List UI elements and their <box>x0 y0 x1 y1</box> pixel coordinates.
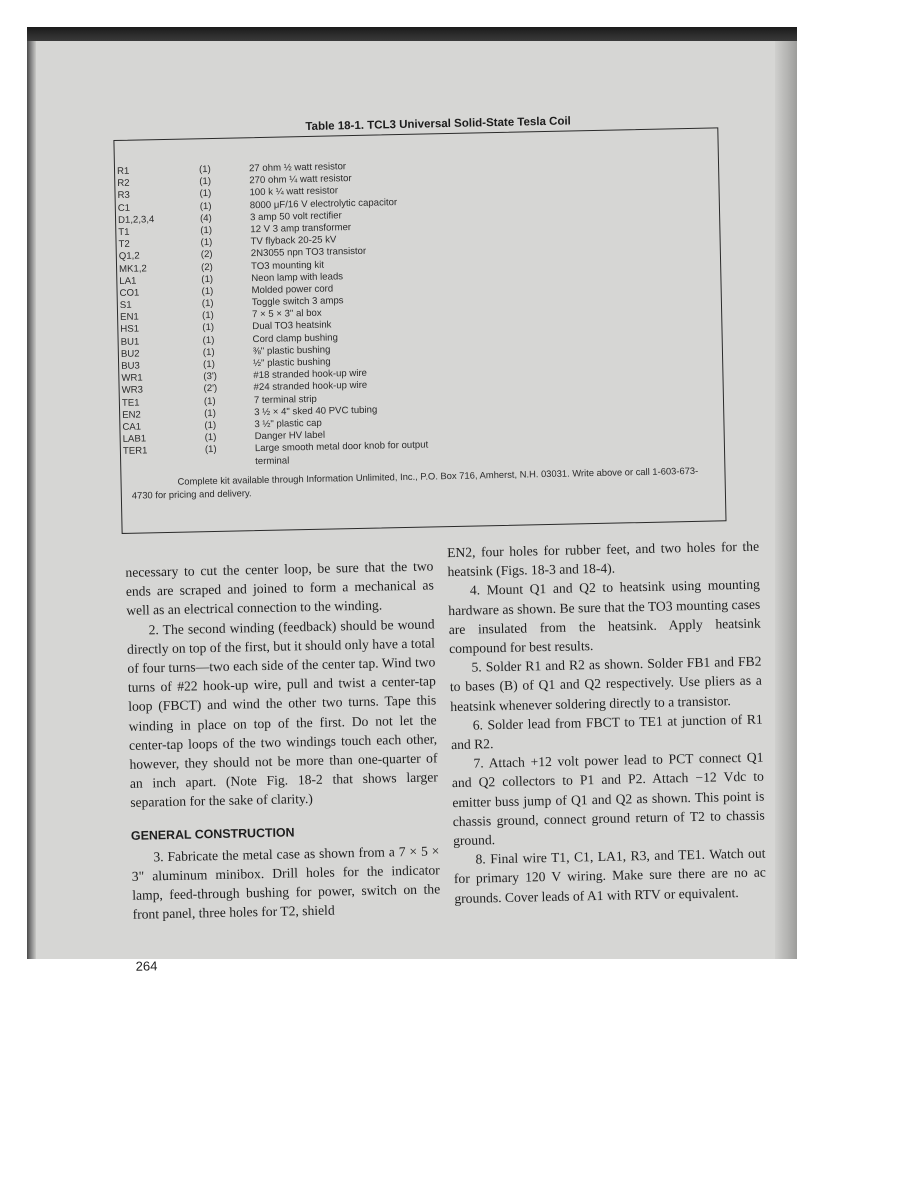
part-ref: Q1,2 <box>118 250 140 263</box>
part-description: 8000 μF/16 V electrolytic capacitor <box>249 196 398 211</box>
part-ref: CA1 <box>122 421 142 433</box>
part-qty: (1) <box>203 358 215 371</box>
part-qty: (1) <box>202 346 215 359</box>
part-qty: (2) <box>200 261 213 273</box>
paragraph-step-7: 7. Attach +12 volt power lead to PCT connect Q1 and Q2 collectors to P1 and P2. Attach −12 Vdc to emitter buss jump of Q1 and Q2 as shown. This point is chassis ground, connect ground return of T2 to chassis ground. <box>451 749 765 849</box>
part-ref: TER1 <box>122 445 148 458</box>
part-ref: LA1 <box>119 275 137 287</box>
table-title: Table 18-1. TCL3 Universal Solid-State Tesla Coil <box>305 115 571 134</box>
part-ref: MK1,2 <box>118 262 147 275</box>
part-qty: (1) <box>201 285 214 298</box>
part-ref: TE1 <box>121 397 140 409</box>
part-qty: (1) <box>203 395 216 407</box>
part-ref: CO1 <box>119 287 140 299</box>
part-description: #18 stranded hook-up wire <box>253 367 368 382</box>
part-description: 27 ohm ½ watt resistor <box>248 161 347 175</box>
part-ref: R3 <box>117 190 130 202</box>
part-ref: WR1 <box>121 372 143 385</box>
part-ref: S1 <box>119 299 132 312</box>
part-description: 3 amp 50 volt rectifier <box>249 210 342 223</box>
part-qty: (2') <box>203 383 218 395</box>
left-text-column <box>125 556 441 924</box>
part-qty: (3') <box>203 371 218 383</box>
part-description: 3 ½" plastic cap <box>254 417 322 431</box>
part-qty: (1) <box>199 176 212 188</box>
part-ref: EN2 <box>122 409 141 421</box>
part-qty: (4) <box>199 212 212 224</box>
part-ref: T1 <box>118 226 130 238</box>
part-description: 12 V 3 amp transformer <box>250 222 352 236</box>
part-description: ½" plastic bushing <box>252 356 331 370</box>
part-ref: HS1 <box>120 323 140 336</box>
part-qty: (1) <box>204 419 217 432</box>
part-ref: R1 <box>116 165 130 177</box>
parts-table <box>113 127 726 534</box>
part-qty: (1) <box>201 273 214 285</box>
part-description: 7 terminal strip <box>253 393 317 406</box>
part-qty: (1) <box>204 444 217 456</box>
paragraph-step-5: 5. Solder R1 and R2 as shown. Solder FB1 and FB2 to bases (B) of Q1 and Q2 respectively. Use pliers as a heatsink whenever soldering directly to a transistor. <box>449 653 763 714</box>
part-qty: (2) <box>200 249 213 261</box>
parts-list <box>117 153 723 470</box>
paragraph-step-3: 3. Fabricate the metal case as shown from a 7 × 5 × 3" aluminum minibox. Drill holes for the indicator lamp, feed-through bushing for power, switch on the front panel, three holes for T2, shield <box>131 843 441 923</box>
part-description: TO3 mounting kit <box>250 259 325 272</box>
kit-availability-note: Complete kit available through Information Unlimited, Inc., P.O. Box 716, Amherst, N.H. 03031. Write above or call 1-603-673-4730 for pricing and delivery. <box>131 464 699 501</box>
paragraph-continued-right: EN2, four holes for rubber feet, and two holes for the heatsink (Figs. 18-3 and 18-4). <box>446 538 760 580</box>
part-ref: D1,2,3,4 <box>117 213 155 226</box>
section-heading-general-construction: GENERAL CONSTRUCTION <box>130 825 295 843</box>
part-ref: WR3 <box>121 384 144 397</box>
part-description: TV flyback 20-25 kV <box>250 234 337 248</box>
part-description: 100 k ¼ watt resistor <box>249 185 339 199</box>
part-qty: (1) <box>200 237 213 249</box>
part-ref: BU1 <box>120 336 140 348</box>
part-qty: (1) <box>199 188 212 200</box>
part-ref: T2 <box>118 238 130 251</box>
page-number: 264 <box>135 958 158 974</box>
right-text-column <box>447 537 767 908</box>
paragraph-step-8: 8. Final wire T1, C1, LA1, R3, and TE1. Watch out for primary 120 V wiring. Make sure there are no ac grounds. Cover leads of A1 with RTV or equivalent. <box>453 845 767 906</box>
paragraph-step-2: 2. The second winding (feedback) should be wound directly on top of the first, but it should only have a total of four turns—two each side of the center tap. Wind two turns of #22 hook-up wire, pull and twist a center-tap loop (FBCT) and wind the other two turns. Tape this winding in place on top of the first. Do not let the center-tap loops of the two windings touch each other, however, they should not be more than one-quarter of an inch apart. (Note Fig. 18-2 that shows larger separation for the sake of clarity.) <box>126 616 438 811</box>
part-qty: (1) <box>201 310 214 322</box>
part-description: 2N3055 npn TO3 transistor <box>250 246 367 260</box>
part-description: Toggle switch 3 amps <box>251 295 344 309</box>
part-description: #24 stranded hook-up wire <box>253 380 368 394</box>
part-qty: (1) <box>204 432 217 444</box>
part-qty: (1) <box>202 334 215 346</box>
part-ref: C1 <box>117 202 131 214</box>
part-qty: (1) <box>199 200 212 212</box>
part-description: 270 ohm ¼ watt resistor <box>249 173 352 187</box>
part-qty: (1) <box>198 164 211 176</box>
part-ref: BU3 <box>121 360 140 372</box>
part-ref: EN1 <box>120 311 139 324</box>
part-ref: BU2 <box>120 348 140 360</box>
part-description: Large smooth metal door knob for output <box>254 439 429 455</box>
part-description: Danger HV label <box>254 429 326 443</box>
part-qty: (1) <box>201 298 214 310</box>
part-qty: (1) <box>204 407 216 419</box>
part-description: 7 × 5 × 3" al box <box>251 307 322 321</box>
part-qty: (1) <box>202 322 215 334</box>
paragraph-continued: necessary to cut the center loop, be sure that the two ends are scraped and joined to form a mechanical as well as an electrical connection to the winding. <box>125 558 434 619</box>
part-ref: LAB1 <box>122 433 147 446</box>
part-description: Molded power cord <box>251 283 334 297</box>
part-description: Cord clamp bushing <box>252 332 339 345</box>
book-page <box>26 33 784 974</box>
scanned-page <box>27 27 797 974</box>
part-description: ⅜" plastic bushing <box>252 344 331 357</box>
part-description: Neon lamp with leads <box>251 270 344 284</box>
part-qty: (1) <box>200 224 213 237</box>
part-description: 3 ½ × 4" sked 40 PVC tubing <box>254 404 378 418</box>
part-description: terminal <box>255 454 290 467</box>
part-description: Dual TO3 heatsink <box>252 319 332 333</box>
part-ref: R2 <box>117 177 130 190</box>
paragraph-step-6: 6. Solder lead from FBCT to TE1 at junction of R1 and R2. <box>450 711 763 753</box>
paragraph-step-4: 4. Mount Q1 and Q2 to heatsink using mounting hardware as shown. Be sure that the TO3 mounting cases are insulated from the heatsink. Apply heatsink compound for best results. <box>448 577 761 657</box>
